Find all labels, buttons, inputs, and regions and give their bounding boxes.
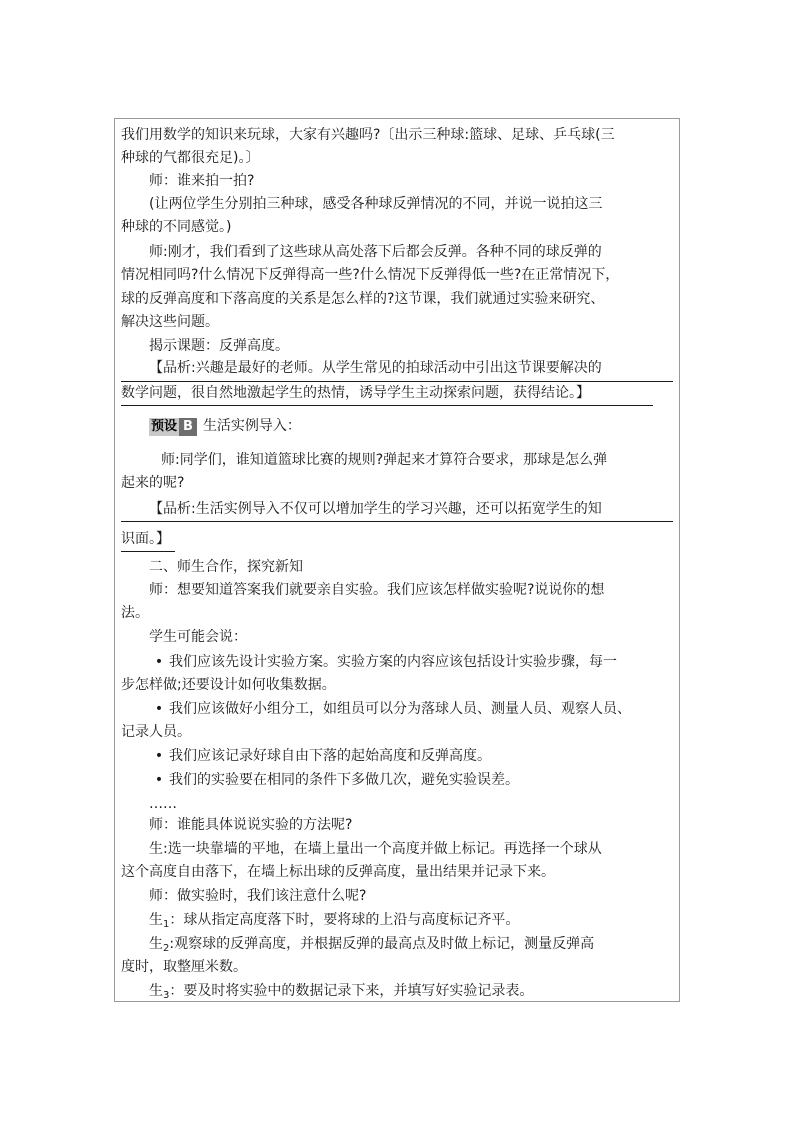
section-heading: 二、师生合作，探究新知 [149, 559, 303, 575]
list-item-text: 我们应该先设计实验方案。实验方案的内容应该包括设计实验步骤，每一 [169, 654, 617, 670]
answer-text: ：球从指定高度落下时，要将球的上沿与高度标记齐平。 [169, 912, 520, 928]
speaker: 生 [149, 912, 163, 928]
text-line: 师：谁能具体说说实验的方法呢? [149, 817, 353, 833]
text-line: 这个高度自由落下，在墙上标出球的反弹高度，量出结果并记录下来。 [121, 864, 555, 880]
comment-line: 【品析:生活实例导入不仅可以增加学生的学习兴趣，还可以拓宽学生的知 [149, 501, 602, 517]
comment-line: 【品析:兴趣是最好的老师。从学生常见的拍球活动中引出这节课要解决的 [149, 360, 602, 376]
preset-tag-letter: B [179, 418, 197, 436]
preset-title: 生活实例导入： [202, 418, 301, 434]
speaker: 生 [149, 983, 163, 999]
text-line: 生:选一块靠墙的平地，在墙上量出一个高度并做上标记。再选择一个球从 [149, 841, 602, 857]
text-line: (让两位学生分别拍三种球，感受各种球反弹情况的不同，并说一说拍这三 [149, 196, 603, 212]
text-line: 揭示课题：反弹高度。 [149, 338, 289, 354]
bullet: • [154, 654, 164, 670]
text-line: 师:同学们，谁知道篮球比赛的规则?弹起来才算符合要求，那球是怎么弹 [161, 452, 608, 468]
ellipsis: …… [149, 796, 177, 812]
bullet: • [154, 748, 164, 764]
text-line: 起来的呢? [121, 475, 185, 491]
text-line: 记录人员。 [121, 724, 191, 740]
text-line: 法。 [121, 605, 149, 621]
list-item [149, 699, 677, 719]
underline [121, 405, 653, 406]
answer-text: :观察球的反弹高度，并根据反弹的最高点及时做上标记，测量反弹高 [169, 936, 595, 952]
text-line: 步怎样做;还要设计如何收集数据。 [121, 677, 336, 693]
speaker-index: 1 [163, 919, 170, 930]
comment-line: 数学问题，很自然地激起学生的热情，诱导学生主动探索问题，获得结论。】 [121, 385, 590, 401]
answer-text: ：要及时将实验中的数据记录下来，并填写好实验记录表。 [169, 983, 534, 999]
underline [121, 381, 673, 382]
list-item [149, 770, 677, 790]
bullet: • [154, 772, 164, 788]
comment-line: 识面。】 [121, 531, 170, 547]
text-line: 种球的不同感觉。) [121, 219, 232, 235]
text-line: 球的反弹高度和下落高度的关系是怎么样的?这节课，我们就通过实验来研究、 [121, 291, 605, 307]
speaker-index: 2 [163, 943, 170, 954]
text-line: 情况相同吗?什么情况下反弹得高一些?什么情况下反弹得低一些?在正常情况下， [121, 267, 620, 283]
list-item-text: 我们应该记录好球自由下落的起始高度和反弹高度。 [169, 748, 491, 764]
list-item-text: 我们应该做好小组分工，如组员可以分为落球人员、测量人员、观察人员、 [169, 701, 631, 717]
preset-tag: 预设 [151, 419, 178, 434]
speaker-index: 3 [163, 990, 170, 1001]
student-answer [149, 981, 677, 1006]
student-answer [149, 934, 677, 959]
text-line: 师：做实验时，我们该注意什么呢? [149, 888, 367, 904]
text-line: 我们用数学的知识来玩球，大家有兴趣吗?〔出示三种球:篮球、足球、乒乓球(三 [121, 127, 615, 143]
text-line: 师：谁来拍一拍? [149, 173, 255, 189]
list-item [149, 746, 677, 766]
text-line: 度时，取整厘米数。 [121, 959, 247, 975]
bullet: • [154, 701, 164, 717]
student-answer [149, 910, 677, 935]
text-line: 师:刚才，我们看到了这些球从高处落下后都会反弹。各种不同的球反弹的 [149, 244, 602, 260]
speaker: 生 [149, 936, 163, 952]
text-line: 学生可能会说： [149, 629, 247, 645]
list-item-text: 我们的实验要在相同的条件下多做几次，避免实验误差。 [169, 772, 519, 788]
underline [121, 551, 175, 552]
text-line: 种球的气都很充足)。〕 [121, 150, 260, 166]
text-line: 解决这些问题。 [121, 314, 219, 330]
list-item [149, 652, 677, 672]
underline [121, 521, 673, 522]
preset-heading [149, 416, 677, 436]
text-line: 师：想要知道答案我们就要亲自实验。我们应该怎样做实验呢?说说你的想 [149, 582, 605, 598]
